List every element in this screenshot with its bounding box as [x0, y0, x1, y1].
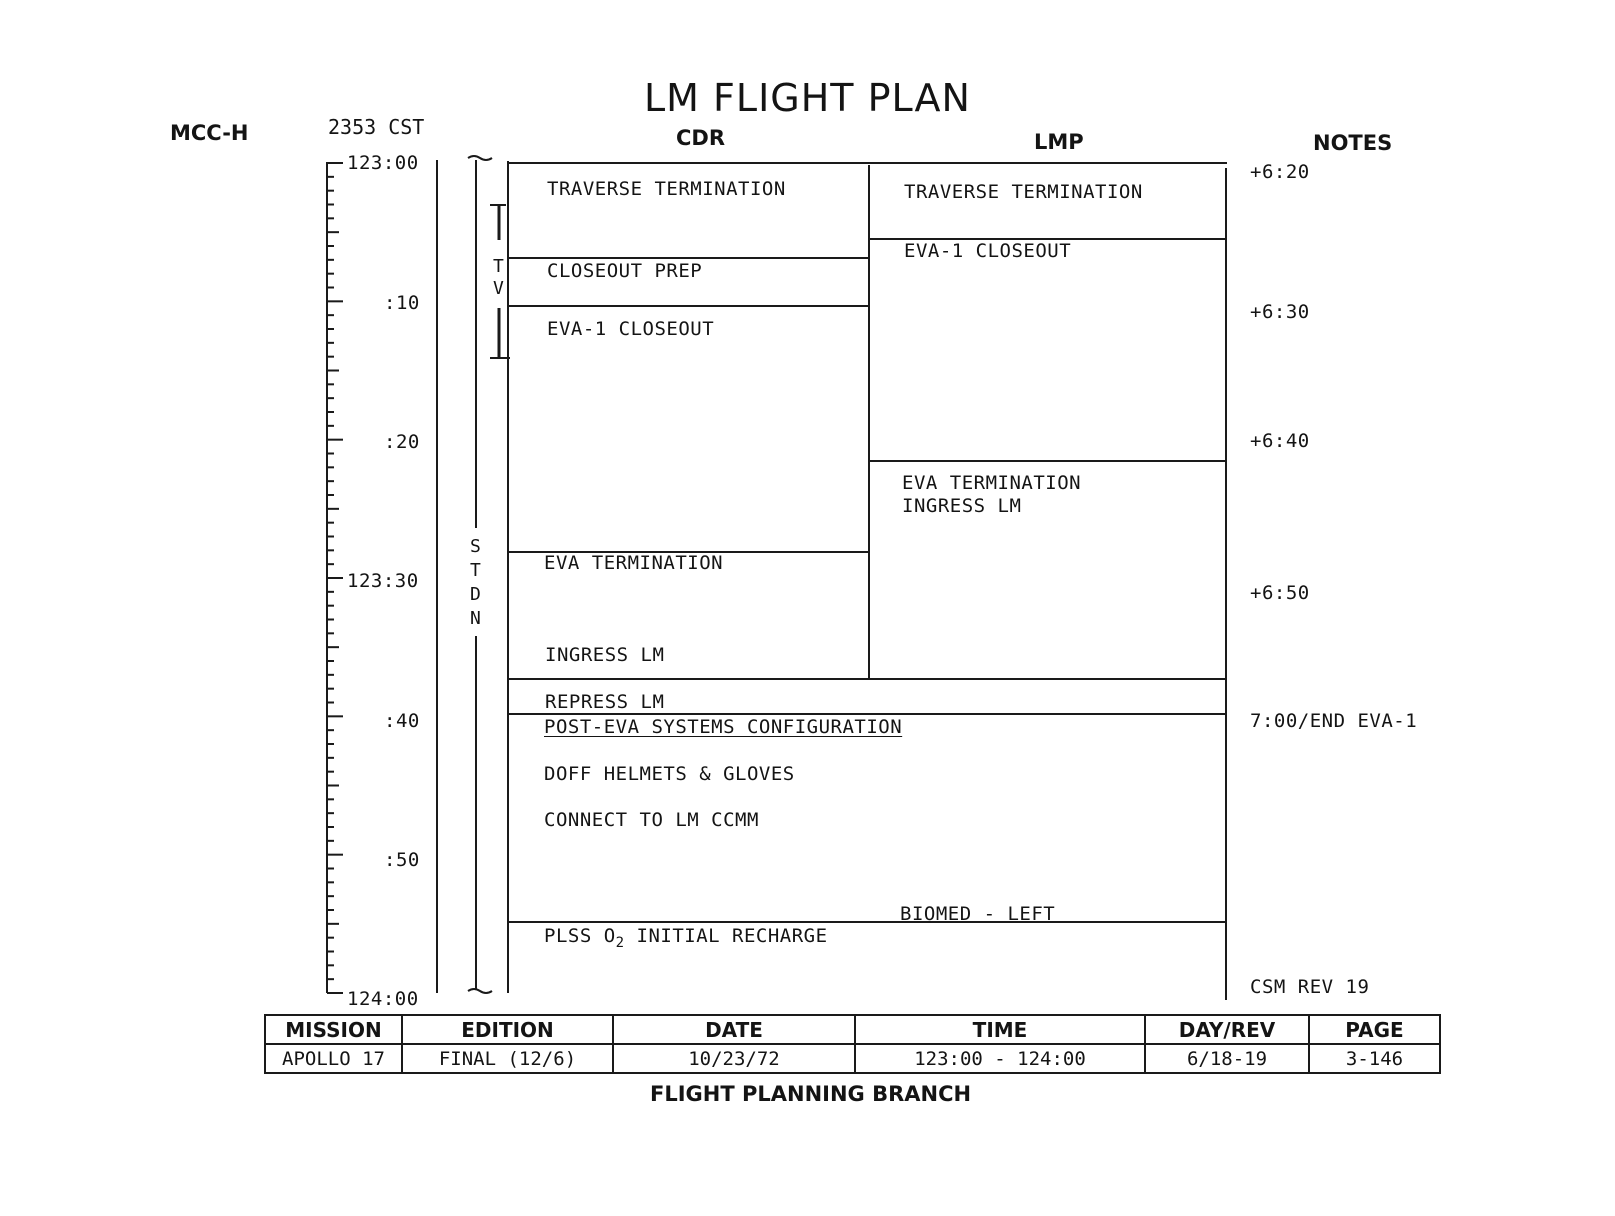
footer-dayrev-value: 6/18-19: [1145, 1044, 1309, 1073]
footer-mission-value: APOLLO 17: [265, 1044, 402, 1073]
biomed-left: BIOMED - LEFT: [900, 903, 1056, 925]
cdr-divider-closeout-prep: [507, 257, 869, 259]
plss-subscript: 2: [615, 934, 625, 951]
footer-edition-header: EDITION: [402, 1015, 613, 1044]
time-label-123-00: 123:00: [347, 152, 419, 174]
cdr-ingress-lm: INGRESS LM: [545, 644, 665, 666]
footer-date-header: DATE: [613, 1015, 855, 1044]
cdr-eva-termination: EVA TERMINATION: [544, 552, 724, 574]
divider-post-eva: [507, 713, 1227, 715]
lmp-ingress-lm: INGRESS LM: [902, 495, 1022, 517]
note-6-20: +6:20: [1250, 161, 1310, 183]
stdn-letter-d: D: [470, 584, 481, 605]
note-6-40: +6:40: [1250, 430, 1310, 452]
time-label-50: :50: [384, 849, 420, 871]
footer-dayrev-header: DAY/REV: [1145, 1015, 1309, 1044]
tv-letter-t: T: [493, 256, 504, 277]
cdr-closeout-prep: CLOSEOUT PREP: [547, 260, 703, 282]
footer-time-value: 123:00 - 124:00: [855, 1044, 1145, 1073]
footer-table: [264, 1014, 1441, 1074]
cdr-eva1-closeout: EVA-1 CLOSEOUT: [547, 318, 715, 340]
station-label: MCC-H: [170, 121, 249, 145]
tv-letter-v: V: [493, 278, 504, 299]
grid-right-border: [1225, 168, 1227, 1000]
cdr-divider-eva1-closeout: [507, 305, 869, 307]
footer-edition-value: FINAL (12/6): [402, 1044, 613, 1073]
connect-to-lm-comm: CONNECT TO LM CCMM: [544, 809, 759, 831]
plss-suffix: INITIAL RECHARGE: [624, 925, 828, 947]
time-label-123-30: 123:30: [347, 570, 419, 592]
grid-top-border: [507, 162, 1227, 164]
doff-helmets-gloves: DOFF HELMETS & GLOVES: [544, 763, 795, 785]
cst-time: 2353 CST: [328, 115, 425, 139]
note-end-eva1: 7:00/END EVA-1: [1250, 710, 1418, 732]
notes-column-header: NOTES: [1313, 131, 1393, 155]
grid-left-border: [507, 161, 509, 993]
note-6-50: +6:50: [1250, 582, 1310, 604]
time-label-10: :10: [384, 292, 420, 314]
cdr-traverse-termination: TRAVERSE TERMINATION: [547, 178, 786, 200]
page-title: LM FLIGHT PLAN: [644, 76, 971, 120]
cdr-column-header: CDR: [676, 126, 726, 150]
footer-page-header: PAGE: [1309, 1015, 1440, 1044]
stdn-letter-n: N: [470, 608, 481, 629]
time-label-124-00: 124:00: [347, 988, 419, 1010]
post-eva-systems-configuration: POST-EVA SYSTEMS CONFIGURATION: [544, 716, 903, 738]
lmp-traverse-termination: TRAVERSE TERMINATION: [904, 181, 1143, 203]
repress-lm: REPRESS LM: [545, 691, 665, 713]
plss-o2-initial-recharge: [544, 925, 828, 951]
footer-value-row: [265, 1044, 1440, 1073]
lmp-eva-termination: EVA TERMINATION: [902, 472, 1082, 494]
lmp-column-header: LMP: [1034, 130, 1084, 154]
footer-time-header: TIME: [855, 1015, 1145, 1044]
footer-page-value: 3-146: [1309, 1044, 1440, 1073]
lmp-eva1-closeout: EVA-1 CLOSEOUT: [904, 240, 1072, 262]
footer-header-row: [265, 1015, 1440, 1044]
footer-mission-header: MISSION: [265, 1015, 402, 1044]
time-label-20: :20: [384, 431, 420, 453]
flight-planning-branch: FLIGHT PLANNING BRANCH: [650, 1082, 972, 1106]
note-csm-rev-19: CSM REV 19: [1250, 976, 1370, 998]
note-6-30: +6:30: [1250, 301, 1310, 323]
divider-plss: [507, 921, 1227, 923]
lmp-divider-eva-termination: [868, 460, 1227, 462]
stdn-letter-s: S: [470, 536, 481, 557]
stdn-letter-t: T: [470, 560, 481, 581]
time-label-40: :40: [384, 710, 420, 732]
grid-cdr-lmp-divider: [868, 165, 870, 680]
divider-repress: [507, 678, 1227, 680]
footer-date-value: 10/23/72: [613, 1044, 855, 1073]
plss-prefix: PLSS O: [544, 925, 616, 947]
